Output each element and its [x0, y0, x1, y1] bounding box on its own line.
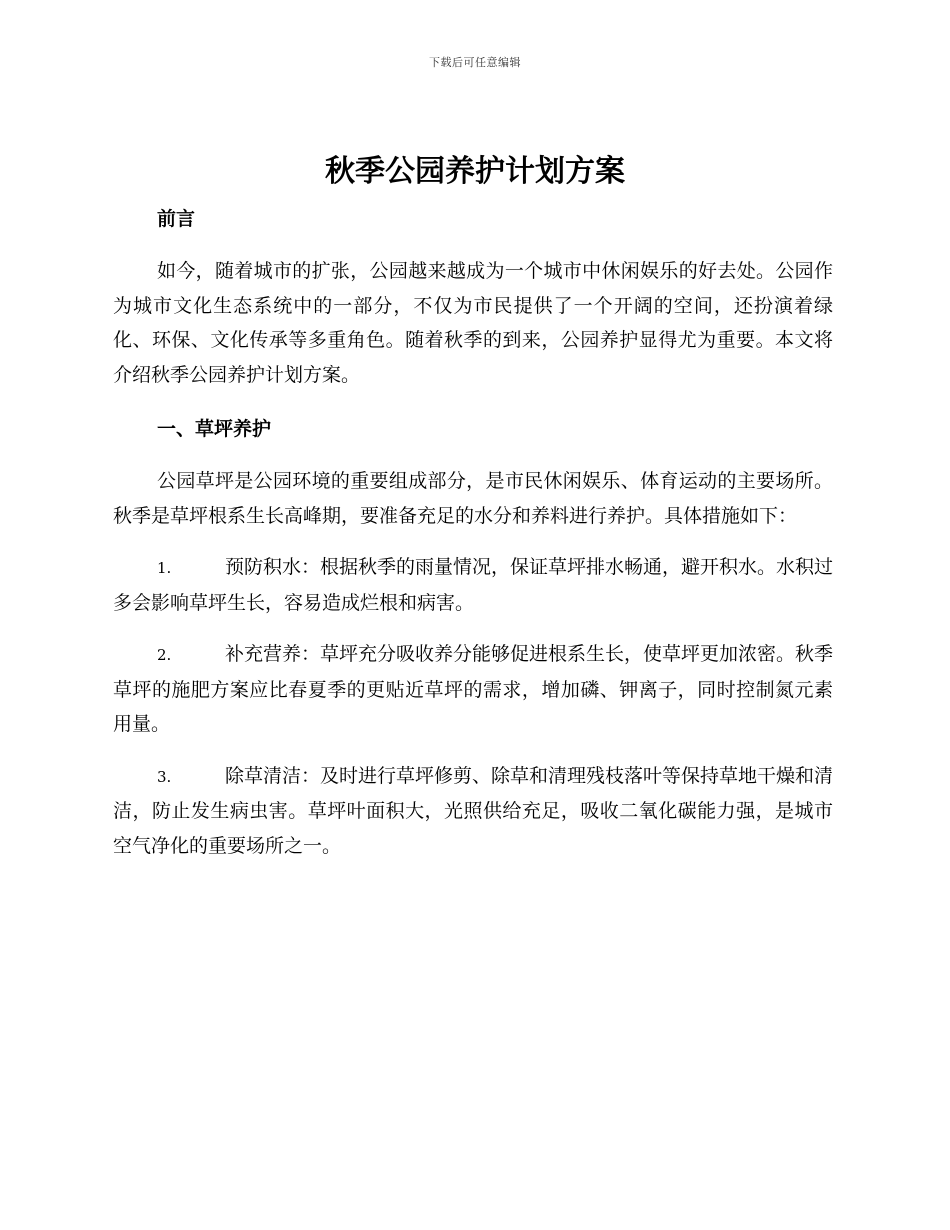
page-header-note: 下载后可任意编辑 [429, 56, 521, 69]
list-item [113, 550, 833, 620]
list-item-text: 预防积水：根据秋季的雨量情况，保证草坪排水畅通，避开积水。水积过多会影响草坪生长，容易造成烂根和病害。 [113, 556, 834, 614]
lawn-care-heading: 一、草坪养护 [157, 418, 272, 440]
document-body [113, 200, 833, 863]
list-item-text: 补充营养：草坪充分吸收养分能够促进根系生长，使草坪更加浓密。秋季草坪的施肥方案应比春夏季的更贴近草坪的需求，增加磷、钾离子，同时控制氮元素用量。 [113, 643, 834, 735]
list-item-number: 2. [157, 646, 172, 664]
list-item-text: 除草清洁：及时进行草坪修剪、除草和清理残枝落叶等保持草地干燥和清洁，防止发生病虫害。草坪叶面积大，光照供给充足，吸收二氧化碳能力强，是城市空气净化的重要场所之一。 [113, 764, 834, 857]
preface-paragraph: 如今，随着城市的扩张，公园越来越成为一个城市中休闲娱乐的好去处。公园作为城市文化生态系统中的一部分，不仅为市民提供了一个开阔的空间，还扮演着绿化、环保、文化传承等多重角色。随着秋季的到来，公园养护显得尤为重要。本文将介绍秋季公园养护计划方案。 [113, 260, 833, 386]
list-item [113, 759, 833, 864]
list-item-number: 3. [157, 767, 172, 786]
lawn-care-paragraph: 公园草坪是公园环境的重要组成部分，是市民休闲娱乐、体育运动的主要场所。秋季是草坪根系生长高峰期，要准备充足的水分和养料进行养护。具体措施如下： [113, 470, 833, 527]
document-title: 秋季公园养护计划方案 [325, 154, 625, 189]
preface-heading: 前言 [157, 208, 196, 230]
list-item-number: 1. [157, 559, 172, 577]
list-item [113, 637, 833, 742]
